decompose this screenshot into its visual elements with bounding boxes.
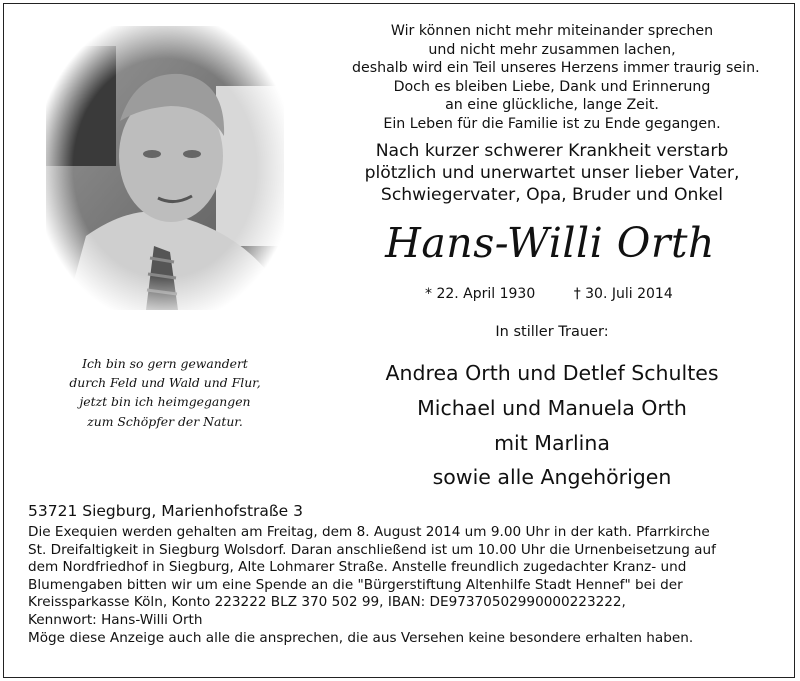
poem-line: und nicht mehr zusammen lachen, [428, 41, 676, 58]
mourning-label: In stiller Trauer: [495, 324, 609, 340]
details-line: Die Exequien werden gehalten am Freitag, dem 8. August 2014 um 9.00 Uhr in der kath. Pfarrkirche [28, 524, 710, 540]
death-announcement-intro [352, 140, 752, 206]
death-date: † 30. Juli 2014 [573, 286, 673, 302]
deceased-name: Hans-Willi Orth [385, 219, 715, 267]
intro-line: Schwiegervater, Opa, Bruder und Onkel [380, 185, 724, 205]
poem [352, 22, 760, 134]
intro-line: Nach kurzer schwerer Krankheit verstarb [375, 141, 729, 161]
mourner-line: mit Marlina [494, 430, 610, 455]
quote-line: jetzt bin ich heimgegangen [79, 394, 251, 410]
funeral-details [28, 501, 778, 647]
quote-line: Ich bin so gern gewandert [82, 356, 248, 371]
poem-line: Doch es bleiben Liebe, Dank und Erinnerung [393, 78, 711, 95]
details-line: Möge diese Anzeige auch alle die ansprechen, die aus Versehen keine besondere erhalten haben. [28, 629, 694, 646]
mourners-list [340, 356, 764, 495]
poem-line: deshalb wird ein Teil unseres Herzens immer traurig sein. [352, 60, 760, 77]
details-line: Kennwort: Hans-Willi Orth [28, 611, 203, 628]
family-address: 53721 Siegburg, Marienhofstraße 3 [28, 502, 303, 520]
details-line: Kreissparkasse Köln, Konto 223222 BLZ 370 502 99, IBAN: DE97370502990000223222, [28, 594, 626, 611]
details-line: St. Dreifaltigkeit in Siegburg Wolsdorf. Daran anschließend ist um 10.00 Uhr die Urnenbeisetzung auf [28, 541, 716, 558]
quote-line: zum Schöpfer der Natur. [87, 413, 243, 429]
poem-line: Wir können nicht mehr miteinander sprechen [390, 23, 714, 39]
details-line: dem Nordfriedhof in Siegburg, Alte Lohmarer Straße. Anstelle freundlich zugedachter Kranz- und [28, 559, 687, 576]
details-line: Blumengaben bitten wir um eine Spende an die "Bürgerstiftung Altenhilfe Stadt Hennef" bei der [28, 576, 683, 593]
birth-date: * 22. April 1930 [425, 286, 536, 302]
life-dates [425, 284, 673, 304]
mourner-line: sowie alle Angehörigen [432, 465, 672, 490]
memorial-quote [46, 354, 284, 431]
poem-line: an eine glückliche, lange Zeit. [445, 97, 659, 114]
mourner-line: Andrea Orth und Detlef Schultes [385, 361, 719, 385]
intro-line: plötzlich und unerwartet unser lieber Vater, [364, 163, 740, 183]
quote-line: durch Feld und Wald und Flur, [69, 375, 261, 391]
portrait-photo [46, 26, 284, 310]
poem-line: Ein Leben für die Familie ist zu Ende gegangen. [383, 115, 721, 132]
mourner-line: Michael und Manuela Orth [417, 395, 687, 420]
